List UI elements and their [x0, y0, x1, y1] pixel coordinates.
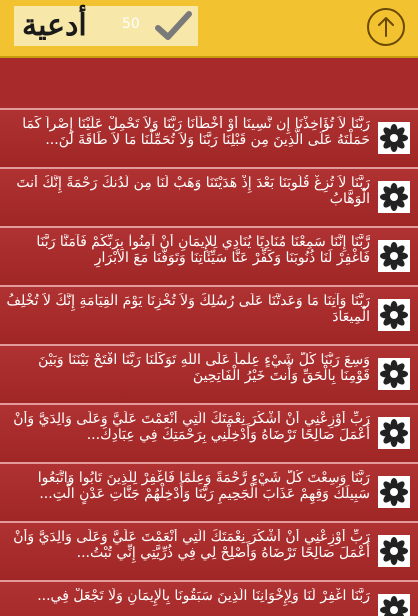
flower-icon: [378, 535, 410, 567]
list-item[interactable]: [0, 582, 418, 616]
flower-icon: [378, 417, 410, 449]
check-icon[interactable]: [154, 10, 192, 42]
flower-icon: [378, 594, 410, 616]
dua-text: رَبَّنَا اغْفِرْ لَنَا وَلِإِخْوَانِنَا الَّذِينَ سَبَقُونَا بِالْإِيمَانِ وَلَا تَجْعَلْ فِي...: [37, 588, 370, 604]
list-item[interactable]: [0, 228, 418, 287]
dua-text: رَبَّنَا لاَ تُؤَاخِذْنَا إِن نَّسِينَا أَوْ أَخْطَأْنَا رَبَّنَا وَلاَ تَحْمِلْ عَلَيْنَا إِصْراً كَمَا حَمَلْتَهُ عَلَى الَّذِينَ مِن قَبْلِنَا رَبَّنَا وَلاَ تُحَمِّلْنَا مَا لاَ طَاقَةَ لَنَ...: [22, 116, 370, 148]
list-item[interactable]: [0, 523, 418, 582]
dua-text: رَبِّ أَوْزِعْنِي أَنْ أَشْكُرَ نِعْمَتَكَ الَّتِي أَنْعَمْتَ عَلَيَّ وَعَلَى وَالِدَيَّ وَأَنْ أَعْمَلَ صَالِحًا تَرْضَاهُ وَأَدْخِلْنِي بِرَحْمَتِكَ فِي عِبَادِكَ...: [13, 411, 370, 443]
dua-text: رَبَّنَا وَسِعْتَ كُلَّ شَيْءٍ رَّحْمَةً وَعِلْمًا فَاغْفِرْ لِلَّذِينَ تَابُوا وَاتَّبَعُوا سَبِيلَكَ وَقِهِمْ عَذَابَ الْجَحِيمِ رَبَّنَا وَأَدْخِلْهُمْ جَنَّاتِ عَدْنٍ الَّتِ...: [37, 470, 370, 502]
list-item[interactable]: [0, 110, 418, 169]
dua-text: رَبِّ أَوْزِعْنِي أَنْ أَشْكُرَ نِعْمَتَكَ الَّتِي أَنْعَمْتَ عَلَيَّ وَعَلَى وَالِدَيَّ وَأَنْ أَعْمَلَ صَالِحًا تَرْضَاهُ وَأَصْلِحْ لِي فِي ذُرِّيَّتِي إِنِّي تُبْتُ...: [13, 529, 370, 561]
app-logo: [14, 6, 198, 46]
flower-icon: [378, 299, 410, 331]
dua-text: رَبَّنَا وَآتِنَا مَا وَعَدتَّنَا عَلَى رُسُلِكَ وَلاَ تُخْزِنَا يَوْمَ الْقِيَامَةِ إِنَّكَ لاَ تُخْلِفُ الْمِيعَادَ: [6, 293, 370, 325]
flower-icon: [378, 122, 410, 154]
flower-icon: [378, 358, 410, 390]
dua-text: رَبَّنَا لاَ تُزِغْ قُلُوبَنَا بَعْدَ إِذْ هَدَيْتَنَا وَهَبْ لَنَا مِن لَّدُنكَ رَحْمَةً إِنَّكَ أَنتَ الْوَهَّابُ: [16, 175, 370, 207]
flower-icon: [378, 476, 410, 508]
top-bar: [0, 0, 418, 58]
list-item[interactable]: [0, 346, 418, 405]
list-item[interactable]: [0, 405, 418, 464]
list-item[interactable]: [0, 464, 418, 523]
dua-text: رَّبَّنَا إِنَّنَا سَمِعْنَا مُنَادِيًا يُنَادِي لِلإِيمَانِ أَنْ آمِنُواْ بِرَبِّكُمْ فَآمَنَّا رَبَّنَا فَاغْفِرْ لَنَا ذُنُوبَنَا وَكَفِّرْ عَنَّا سَيِّئَاتِنَا وَتَوَفَّنَا مَعَ الأبْرَارِ: [36, 234, 370, 266]
app-title: أدعية: [22, 8, 87, 43]
arrow-up-circle-icon: [369, 10, 403, 44]
list-item[interactable]: [0, 287, 418, 346]
scroll-up-button[interactable]: [367, 8, 405, 46]
dua-count: 50: [122, 16, 140, 32]
list-item[interactable]: [0, 169, 418, 228]
flower-icon: [378, 240, 410, 272]
dua-text: وَسِعَ رَبُّنَا كُلَّ شَيْءٍ عِلْماً عَلَى اللّهِ تَوَكَّلْنَا رَبَّنَا افْتَحْ بَيْنَنَا وَبَيْنَ قَوْمِنَا بِالْحَقِّ وَأَنتَ خَيْرُ الْفَاتِحِينَ: [38, 352, 370, 384]
list-spacer: [0, 58, 418, 110]
dua-list[interactable]: [0, 58, 418, 616]
flower-icon: [378, 181, 410, 213]
